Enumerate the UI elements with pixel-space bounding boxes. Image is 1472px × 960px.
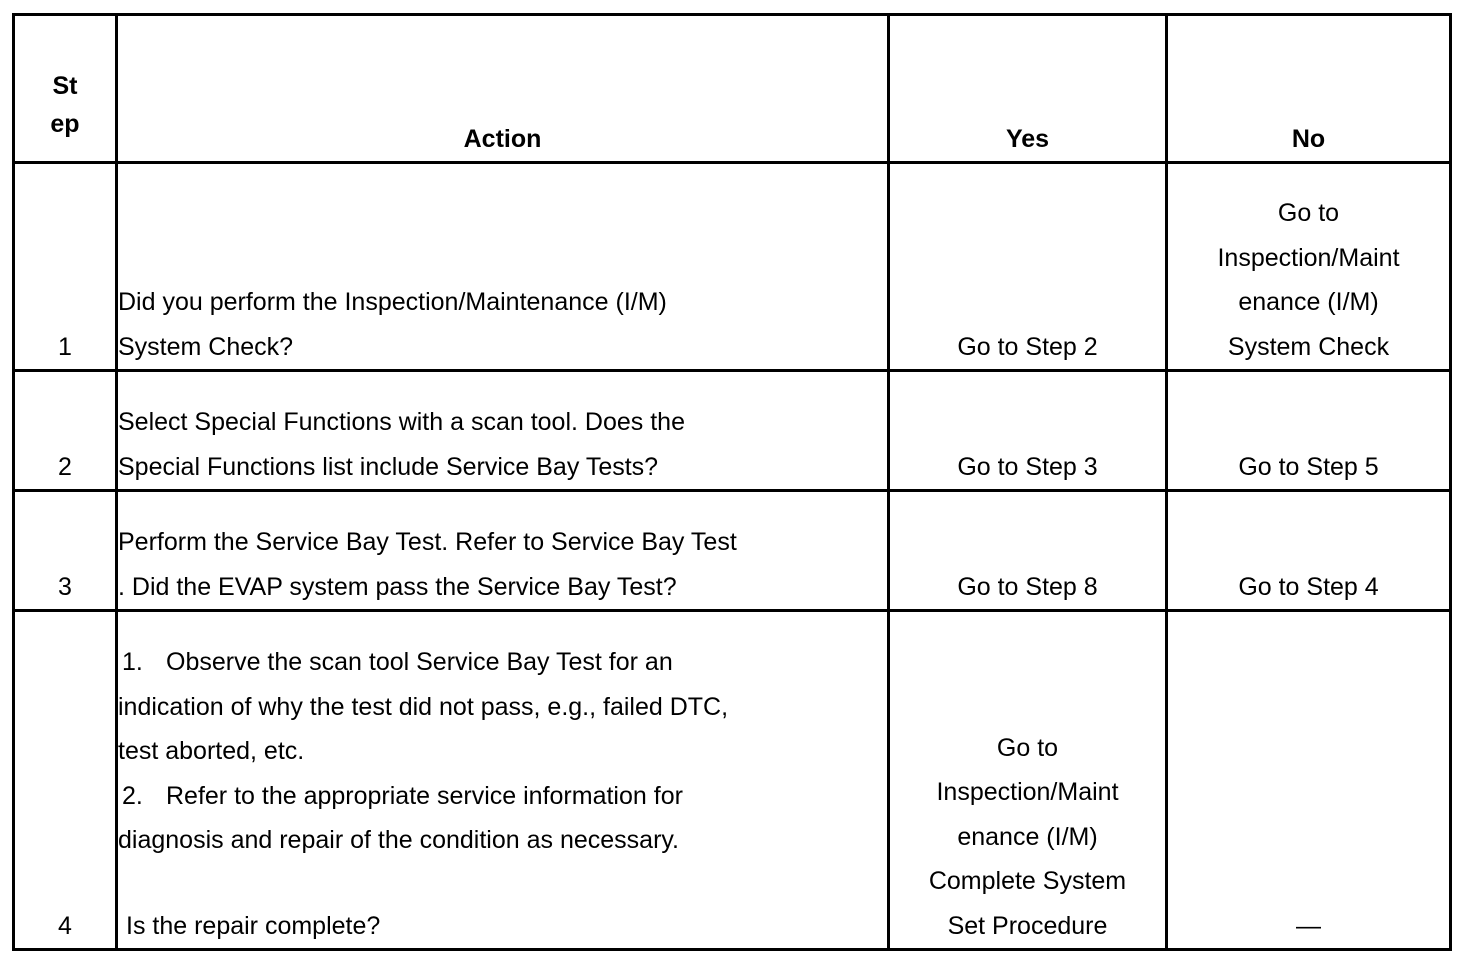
yes-text: Complete System [928, 867, 1127, 895]
yes-text: Inspection/Maint [936, 778, 1119, 806]
action-text: System Check? [118, 332, 294, 361]
no-text: Go to [1277, 199, 1340, 227]
diagnostic-table [12, 13, 1452, 951]
no-text: enance (I/M) [1238, 288, 1379, 316]
action-text: diagnosis and repair of the condition as necessary. [118, 826, 679, 854]
yes-link-step-8[interactable]: Go to Step 8 [957, 572, 1098, 601]
header-no: No [1167, 15, 1451, 163]
no-text: Inspection/Maint [1217, 243, 1400, 272]
table-row [14, 163, 1451, 371]
header-action: Action [117, 15, 889, 163]
action-cell [117, 491, 889, 611]
action-item-2 [118, 774, 887, 819]
step-number: 3 [14, 491, 117, 611]
yes-cell [889, 371, 1167, 491]
no-text: System Check [1227, 332, 1390, 361]
action-text: Did you perform the Inspection/Maintenance (I/M) [118, 288, 667, 316]
action-cell [117, 371, 889, 491]
yes-text: Go to [996, 733, 1059, 762]
step-number: 1 [14, 163, 117, 371]
header-step [14, 15, 117, 163]
action-text: . Did the EVAP system pass the Service Bay Test? [118, 572, 677, 601]
action-text: Observe the scan tool Service Bay Test for an [166, 648, 673, 676]
yes-text: Set Procedure [947, 911, 1108, 940]
yes-cell [889, 491, 1167, 611]
yes-link-im-complete-system-set[interactable] [913, 726, 1143, 949]
no-cell [1167, 371, 1451, 491]
yes-link-step-3[interactable]: Go to Step 3 [957, 452, 1098, 481]
no-dash: — [1296, 911, 1321, 940]
header-step-line-1: St [52, 72, 78, 100]
action-text: test aborted, etc. [118, 737, 305, 765]
table-row [14, 491, 1451, 611]
step-number: 2 [14, 371, 117, 491]
item-number: 2. [122, 781, 143, 810]
action-text: Refer to the appropriate service information for [166, 781, 683, 810]
yes-cell [889, 611, 1167, 950]
no-cell [1167, 611, 1451, 950]
yes-cell [889, 163, 1167, 371]
no-link-step-5[interactable]: Go to Step 5 [1238, 452, 1379, 481]
no-cell [1167, 163, 1451, 371]
action-text: Special Functions list include Service Bay Tests? [118, 452, 659, 481]
action-cell [117, 611, 889, 950]
header-yes: Yes [889, 15, 1167, 163]
no-link-im-system-check[interactable] [1194, 191, 1424, 369]
header-row [14, 15, 1451, 163]
step-number: 4 [14, 611, 117, 950]
action-prompt: Is the repair complete? [126, 911, 381, 940]
action-text: Perform the Service Bay Test. Refer to Service Bay Test [118, 528, 737, 556]
action-cell [117, 163, 889, 371]
action-text: indication of why the test did not pass, e.g., failed DTC, [118, 692, 729, 721]
table-row [14, 611, 1451, 950]
table-row [14, 371, 1451, 491]
action-item-1 [118, 640, 887, 685]
no-link-step-4[interactable]: Go to Step 4 [1238, 572, 1379, 601]
yes-link-step-2[interactable]: Go to Step 2 [957, 332, 1098, 361]
item-number: 1. [122, 648, 143, 676]
action-text: Select Special Functions with a scan tool. Does the [118, 408, 685, 436]
no-cell [1167, 491, 1451, 611]
yes-text: enance (I/M) [957, 822, 1098, 851]
header-step-line-2: ep [50, 110, 80, 138]
